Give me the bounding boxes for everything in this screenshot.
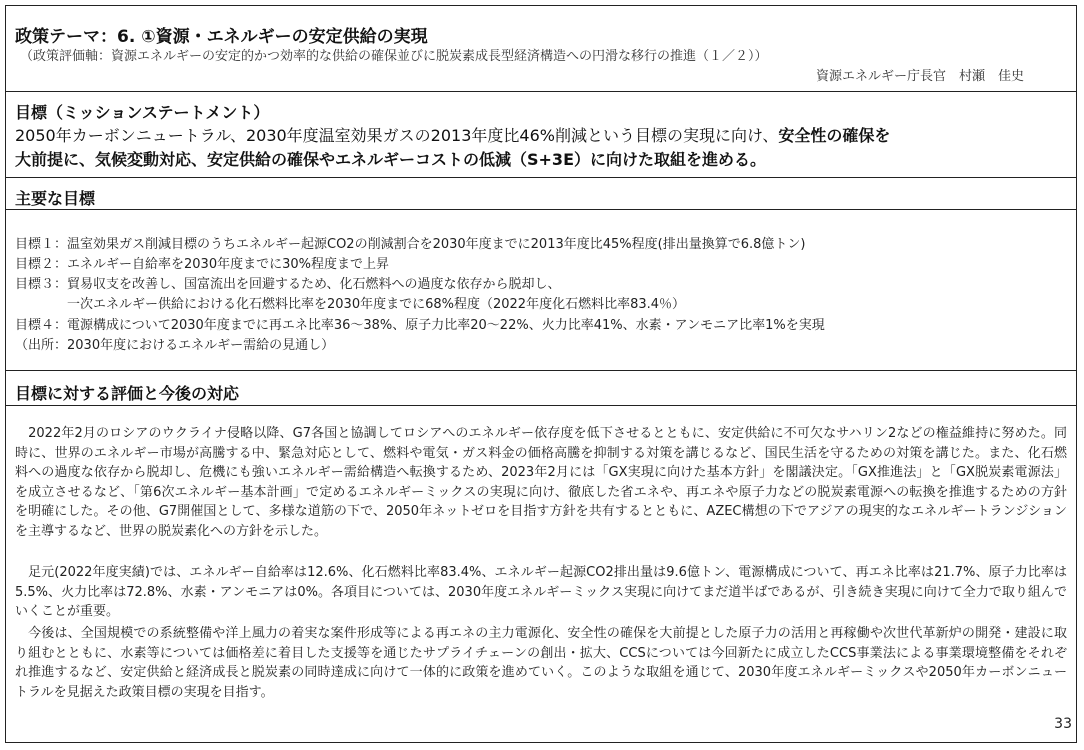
page-number: 33 bbox=[1054, 716, 1072, 732]
mission-heading: 目標（ミッションステートメント） bbox=[15, 103, 270, 122]
goals-source: （出所：2030年度におけるエネルギー需給の見通し） bbox=[15, 338, 335, 353]
goal-item-3: 目標３：貿易収支を改善し、国富流出を回避するため、化石燃料への過度な依存から脱却し、 bbox=[15, 277, 561, 292]
evaluation-paragraph-3: 今後は、全国規模での系統整備や洋上風力の着実な案件形成等による再エネの主力電源化、安全性の確保を大前提とした原子力の活用と再稼働や次世代革新炉の開発・建設に取り組むとともに、水素等については価格差に着目した支援等を通じたサプライチェーンの創出・拡大、CCSについては今回新たに成立したCCS事業法による事業環境整備をそれぞれ推進するなど、安定供給と経済成長と脱炭素の同時達成に向けて一体的に政策を進めていく。このような取組を通じて、2030年度エネルギーミックスや2050年カーボンニュートラルを見据えた政策目標の実現を目指す。 bbox=[15, 626, 1067, 700]
goal-item-1: 目標１：温室効果ガス削減目標のうちエネルギー起源CO2の削減割合を2030年度までに2013年度比45%程度(排出量換算で6.8億トン) bbox=[15, 237, 806, 252]
responsible-official: 資源エネルギー庁長官 村瀬 佳史 bbox=[815, 69, 1024, 84]
mission-text-normal: 2050年カーボンニュートラル、2030年度温室効果ガスの2013年度比46%削減という目標の実現に向け、 bbox=[15, 126, 779, 145]
policy-evaluation-axis: （政策評価軸：資源エネルギーの安定的かつ効率的な供給の確保並びに脱炭素成長型経済構造への円滑な移行の推進（１／２）） bbox=[20, 49, 768, 64]
mission-text-bold: 安全性の確保を bbox=[778, 126, 891, 145]
evaluation-heading: 目標に対する評価と今後の対応 bbox=[15, 384, 240, 403]
divider bbox=[5, 209, 1077, 210]
divider bbox=[5, 91, 1077, 92]
divider bbox=[5, 177, 1077, 178]
goal-item-2: 目標２：エネルギー自給率を2030年度までに30%程度まで上昇 bbox=[15, 257, 389, 272]
mission-line-1 bbox=[15, 123, 890, 146]
goals-heading: 主要な目標 bbox=[15, 189, 96, 208]
divider bbox=[5, 405, 1077, 406]
divider bbox=[5, 370, 1077, 371]
mission-line-2: 大前提に、気候変動対応、安定供給の確保やエネルギーコストの低減（S+3E）に向けた取組を進める。 bbox=[15, 150, 766, 169]
page-title: 政策テーマ：6. ①資源・エネルギーの安定供給の実現 bbox=[15, 27, 428, 47]
goal-item-4: 目標４：電源構成について2030年度までに再エネ比率36～38%、原子力比率20～22%、火力比率41%、水素・アンモニア比率1%を実現 bbox=[15, 318, 825, 333]
goal-item-3-cont: 一次エネルギー供給における化石燃料比率を2030年度までに68%程度（2022年度化石燃料比率83.4％） bbox=[15, 297, 686, 312]
evaluation-paragraph-1: 2022年2月のロシアのウクライナ侵略以降、G7各国と協調してロシアへのエネルギー依存度を低下させるとともに、安定供給に不可欠なサハリン2などの権益維持に努めた。同時に、世界のエネルギー市場が高騰する中、緊急対応として、燃料や電気・ガス料金の価格高騰を抑制する対策を講じるなど、国民生活を守るための対策を講じた。また、化石燃料への過度な依存から脱却し、危機にも強いエネルギー需給構造へ転換するため、2023年2月には「GX実現に向けた基本方針」を閣議決定。「GX推進法」と「GX脱炭素電源法」を成立させるなど、「第6次エネルギー基本計画」で定めるエネルギーミックスの実現に向け、徹底した省エネや、再エネや原子力などの脱炭素電源への転換を推進するための方針を明確にした。その他、G7開催国として、多様な道筋の下で、2050年ネットゼロを目指す方針を共有するとともに、AZEC構想の下でアジアの現実的なエネルギートランジションを主導するなど、世界の脱炭素化への方針を示した。 bbox=[15, 426, 1067, 539]
evaluation-paragraph-2: 足元(2022年度実績)では、エネルギー自給率は12.6%、化石燃料比率83.4%、エネルギー起源CO2排出量は9.6億トン、電源構成について、再エネ比率は21.7%、原子力比率は5.5%、火力比率は72.8%、水素・アンモニアは0%。各項目については、2030年度エネルギーミックス実現に向けてまだ道半ばであるが、引き続き実現に向けて全力で取り組んでいくことが重要。 bbox=[15, 565, 1067, 619]
